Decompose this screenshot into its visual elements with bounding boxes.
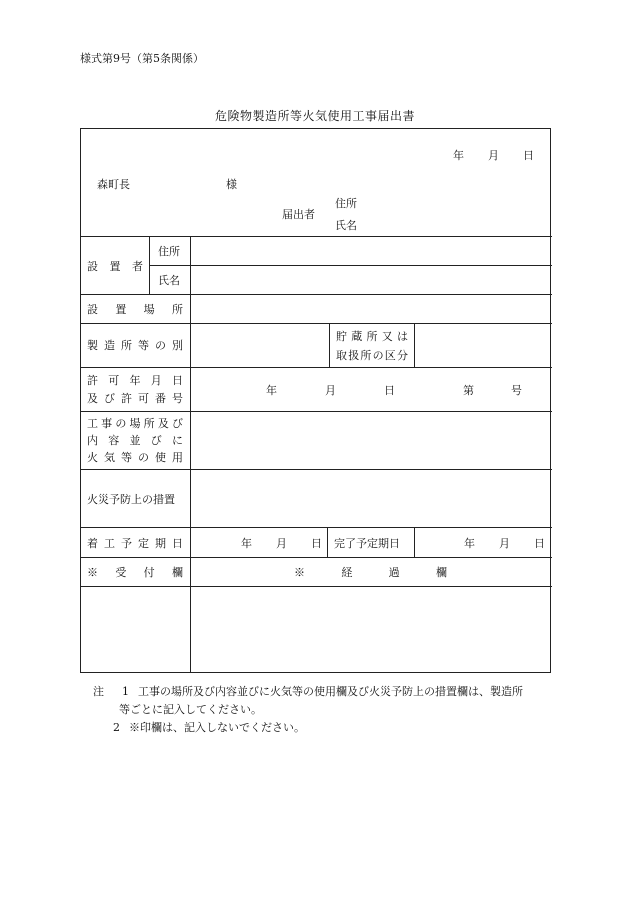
start-day: 日 <box>311 537 322 550</box>
installer-label: 設置者 <box>87 260 143 273</box>
start-year: 年 <box>241 537 252 550</box>
honorific: 様 <box>226 178 237 191</box>
work-label-line2: 内容並びに <box>87 434 183 447</box>
work-label-line3: 火気等の使用 <box>87 451 183 464</box>
installer-name-label: 氏名 <box>158 274 180 287</box>
col-divider <box>190 236 191 673</box>
col-divider <box>149 236 150 294</box>
note-2-text: ※印欄は、記入しないでください。 <box>129 721 305 734</box>
note-1-line-2 <box>93 701 523 719</box>
row-divider <box>81 557 552 558</box>
col-divider <box>414 323 415 367</box>
permit-number-prefix: 第 <box>463 384 474 397</box>
note-1-number: 1 <box>122 685 129 698</box>
location-label: 設置場所 <box>87 303 183 316</box>
permit-year: 年 <box>266 384 277 397</box>
facility-type-label: 製造所等の別 <box>87 339 183 352</box>
row-divider <box>81 586 552 587</box>
form-id: 様式第9号（第5条関係） <box>80 52 204 65</box>
permit-month: 月 <box>325 384 336 397</box>
end-year: 年 <box>464 537 475 550</box>
permit-number-suffix: 号 <box>511 384 522 397</box>
note-prefix: 注 <box>93 685 104 698</box>
addressee: 森町長 <box>97 178 130 191</box>
col-divider <box>327 527 328 557</box>
document-title: 危険物製造所等火気使用工事届出書 <box>214 109 415 123</box>
name-label: 氏名 <box>335 219 357 232</box>
work-label-line1: 工事の場所及び <box>87 417 183 430</box>
form-table <box>80 128 551 673</box>
permit-label-line1: 許可年月日 <box>87 374 183 387</box>
permit-day: 日 <box>384 384 395 397</box>
start-month: 月 <box>276 537 287 550</box>
note-1-text-line2: 等ごとに記入してください。 <box>119 703 262 716</box>
start-date-label: 着工予定期日 <box>87 537 183 550</box>
reception-label: ※受付欄 <box>87 566 183 579</box>
address-label: 住所 <box>335 197 357 210</box>
notifier-label: 届出者 <box>282 208 315 221</box>
col-divider <box>414 527 415 557</box>
note-2-number: 2 <box>113 721 120 734</box>
date-month: 月 <box>488 149 499 162</box>
end-day: 日 <box>534 537 545 550</box>
col-divider <box>329 323 330 367</box>
note-1-text-line1: 工事の場所及び内容並びに火気等の使用欄及び火災予防上の措置欄は、製造所 <box>138 685 523 698</box>
row-divider <box>149 265 552 266</box>
storage-label-line2: 取扱所の区分 <box>336 349 408 362</box>
installer-address-label: 住所 <box>158 245 180 258</box>
date-year: 年 <box>453 149 464 162</box>
row-divider <box>81 323 552 324</box>
permit-label-line2: 及び許可番号 <box>87 392 183 405</box>
date-day: 日 <box>523 149 534 162</box>
end-date-label: 完了予定期日 <box>334 537 400 550</box>
row-divider <box>81 411 552 412</box>
fire-prevention-label: 火災予防上の措置 <box>87 493 175 506</box>
note-2 <box>93 719 523 737</box>
row-divider <box>81 294 552 295</box>
progress-label: ※経過欄 <box>294 566 447 579</box>
notes <box>93 683 523 737</box>
row-divider <box>81 469 552 470</box>
row-divider <box>81 236 552 237</box>
end-month: 月 <box>499 537 510 550</box>
row-divider <box>81 367 552 368</box>
storage-label-line1: 貯蔵所又は <box>336 330 408 343</box>
row-divider <box>81 527 552 528</box>
note-1-line-1 <box>93 683 523 701</box>
